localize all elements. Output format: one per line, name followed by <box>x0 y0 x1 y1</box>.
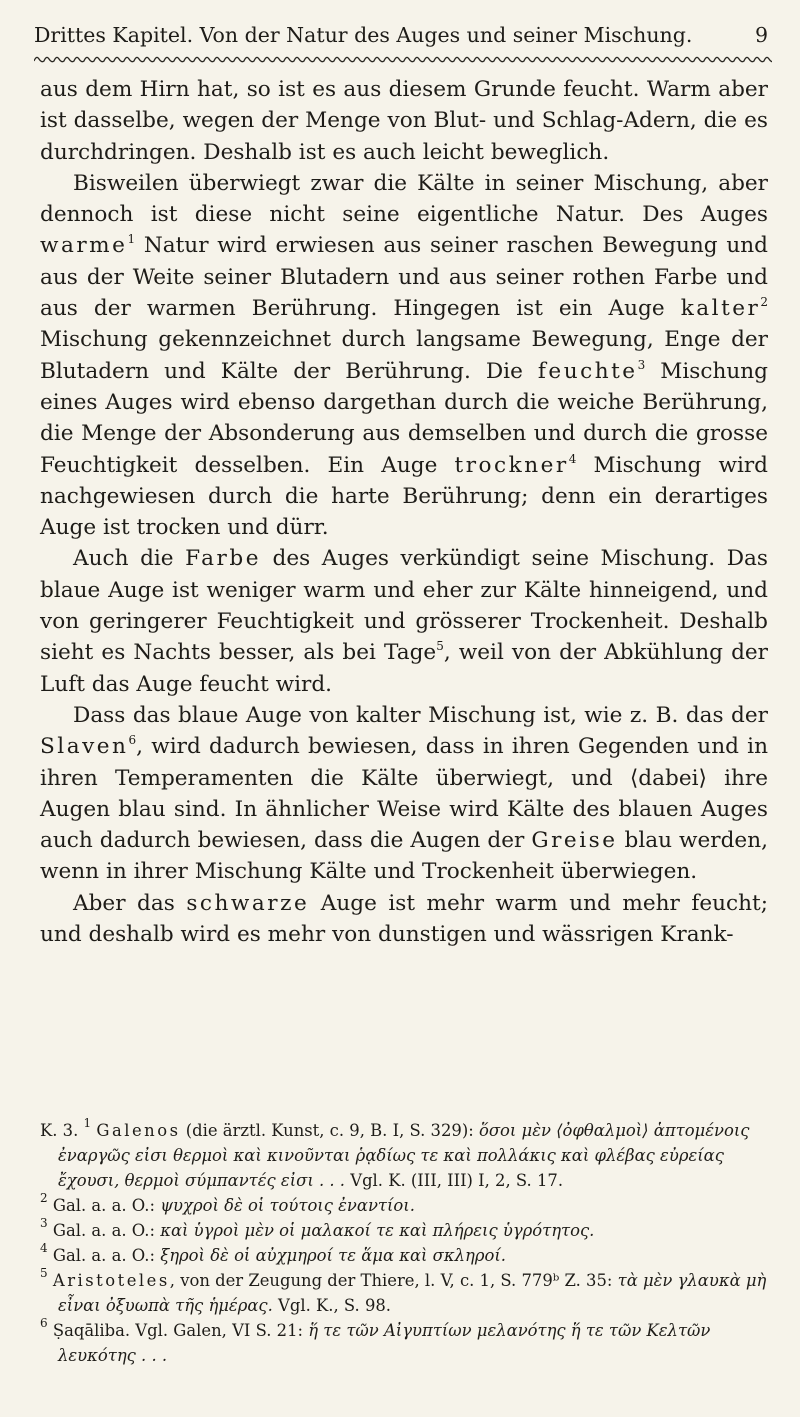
footnote-ref: 1 <box>127 232 136 247</box>
emphasis: Greise <box>531 828 618 854</box>
footnote: $^4$ Gal. a. a. O.: ξηροὶ δὲ οἱ αὐχμηροί τε ἅμα καὶ σκληροί. <box>40 1241 506 1265</box>
paragraph: Aber das schwarze Auge ist mehr warm und mehr feucht; und deshalb wird es mehr von dunstigen und wässrigen Krank- <box>40 890 768 948</box>
emphasis: kalter <box>680 296 761 322</box>
footnote-ref: 5 <box>436 639 444 654</box>
footnote-ref: 4 <box>568 451 577 466</box>
paragraph: aus dem Hirn hat, so ist es aus diesem Grunde feucht. Warm aber ist dasselbe, wegen der Menge von Blut- und Schlag-Adern, die es durchdringen. Deshalb ist es auch leicht beweglich. <box>40 77 768 165</box>
footnotes <box>40 1118 768 1368</box>
running-title: Drittes Kapitel. Von der Natur des Auges und seiner Mischung. <box>34 23 693 47</box>
footnote-ref: 2 <box>760 295 768 310</box>
footnote-ref: 3 <box>637 357 646 372</box>
running-header <box>30 20 770 50</box>
footnote: $^5$ Aristoteles, von der Zeugung der Thiere, l. V, c. 1, S. 779ᵇ Z. 35: τὰ μὲν γλαυκὰ μὴ εἶναι ὀξυωπὰ τῆς ἡμέρας. Vgl. K., S. 98. <box>40 1266 767 1315</box>
emphasis: trockner <box>454 452 569 478</box>
emphasis: Farbe <box>185 546 261 572</box>
page-number: 9 <box>754 23 768 47</box>
footnote: $^2$ Gal. a. a. O.: ψυχροὶ δὲ οἱ τούτοις ἐναντίοι. <box>40 1191 415 1215</box>
footnote: $^3$ Gal. a. a. O.: καὶ ὑγροὶ μὲν οἱ μαλακοί τε καὶ πλήρεις ὑγρότητος. <box>40 1216 595 1240</box>
paragraph: Bisweilen überwiegt zwar die Kälte in seiner Mischung, aber dennoch ist diese nicht seine eigentliche Natur. Des Auges warme$^1$ Natur wird erwiesen aus seiner raschen Bewegung und aus der Weite seiner Blutadern und aus seiner rothen Farbe und aus der warmen Berührung. Hingegen ist ein Auge kalter$^2$ Mischung gekennzeichnet durch langsame Bewegung, Enge der Blutadern und Kälte der Berührung. Die feuchte$^3$ Mischung eines Auges wird ebenso dargethan durch die weiche Berührung, die Menge der Absonderung aus demselben und durch die grosse Feuchtigkeit desselben. Ein Auge trockner$^4$ Mischung wird nachgewiesen durch die harte Berührung; denn ein derartiges Auge ist trocken und dürr. <box>40 170 769 541</box>
paragraph: Auch die Farbe des Auges verkündigt seine Mischung. Das blaue Auge ist weniger warm und eher zur Kälte hinneigend, und von geringerer Feuchtigkeit und grösserer Trockenheit. Deshalb sieht es Nachts besser, als bei Tage$^5$, weil von der Abkühlung der Luft das Auge feucht wird. <box>40 546 769 697</box>
footnote: K. 3. $^1$ Galenos (die ärztl. Kunst, c. 9, B. I, S. 329): ὅσοι μὲν ⟨ὀφθαλμοὶ⟩ ἁπτομένοις ἐναργῶς εἰσι θερμοὶ καὶ κινοῦνται ῥᾳδίως τε καὶ πολλάκις καὶ φλέβας εὐρείας ἔχουσι, θερμοὶ σύμπαντές εἰσι . . . Vgl. K. (III, III) I, 2, S. 17. <box>40 1116 750 1190</box>
paragraph: Dass das blaue Auge von kalter Mischung ist, wie z. B. das der Slaven$^6$, wird dadurch bewiesen, dass in ihren Gegenden und in ihren Temperamenten die Kälte überwiegt, und ⟨dabei⟩ ihre Augen blau sind. In ähnlicher Weise wird Kälte des blauen Auges auch dadurch bewiesen, dass die Augen der Greise blau werden, wenn in ihrer Mischung Kälte und Trockenheit überwiegen. <box>40 702 768 885</box>
footnote-ref: 6 <box>128 733 137 748</box>
decorative-wave-rule <box>34 52 772 66</box>
emphasis: feuchte <box>537 358 638 384</box>
main-text <box>40 74 768 950</box>
footnote: $^6$ Ṣaqāliba. Vgl. Galen, VI S. 21: ἥ τε τῶν Αἰγυπτίων μελανότης ἥ τε τῶν Κελτῶν λευκότης . . . <box>40 1316 711 1365</box>
emphasis: Slaven <box>40 734 129 760</box>
emphasis: warme <box>40 233 128 259</box>
emphasis: schwarze <box>186 890 310 916</box>
